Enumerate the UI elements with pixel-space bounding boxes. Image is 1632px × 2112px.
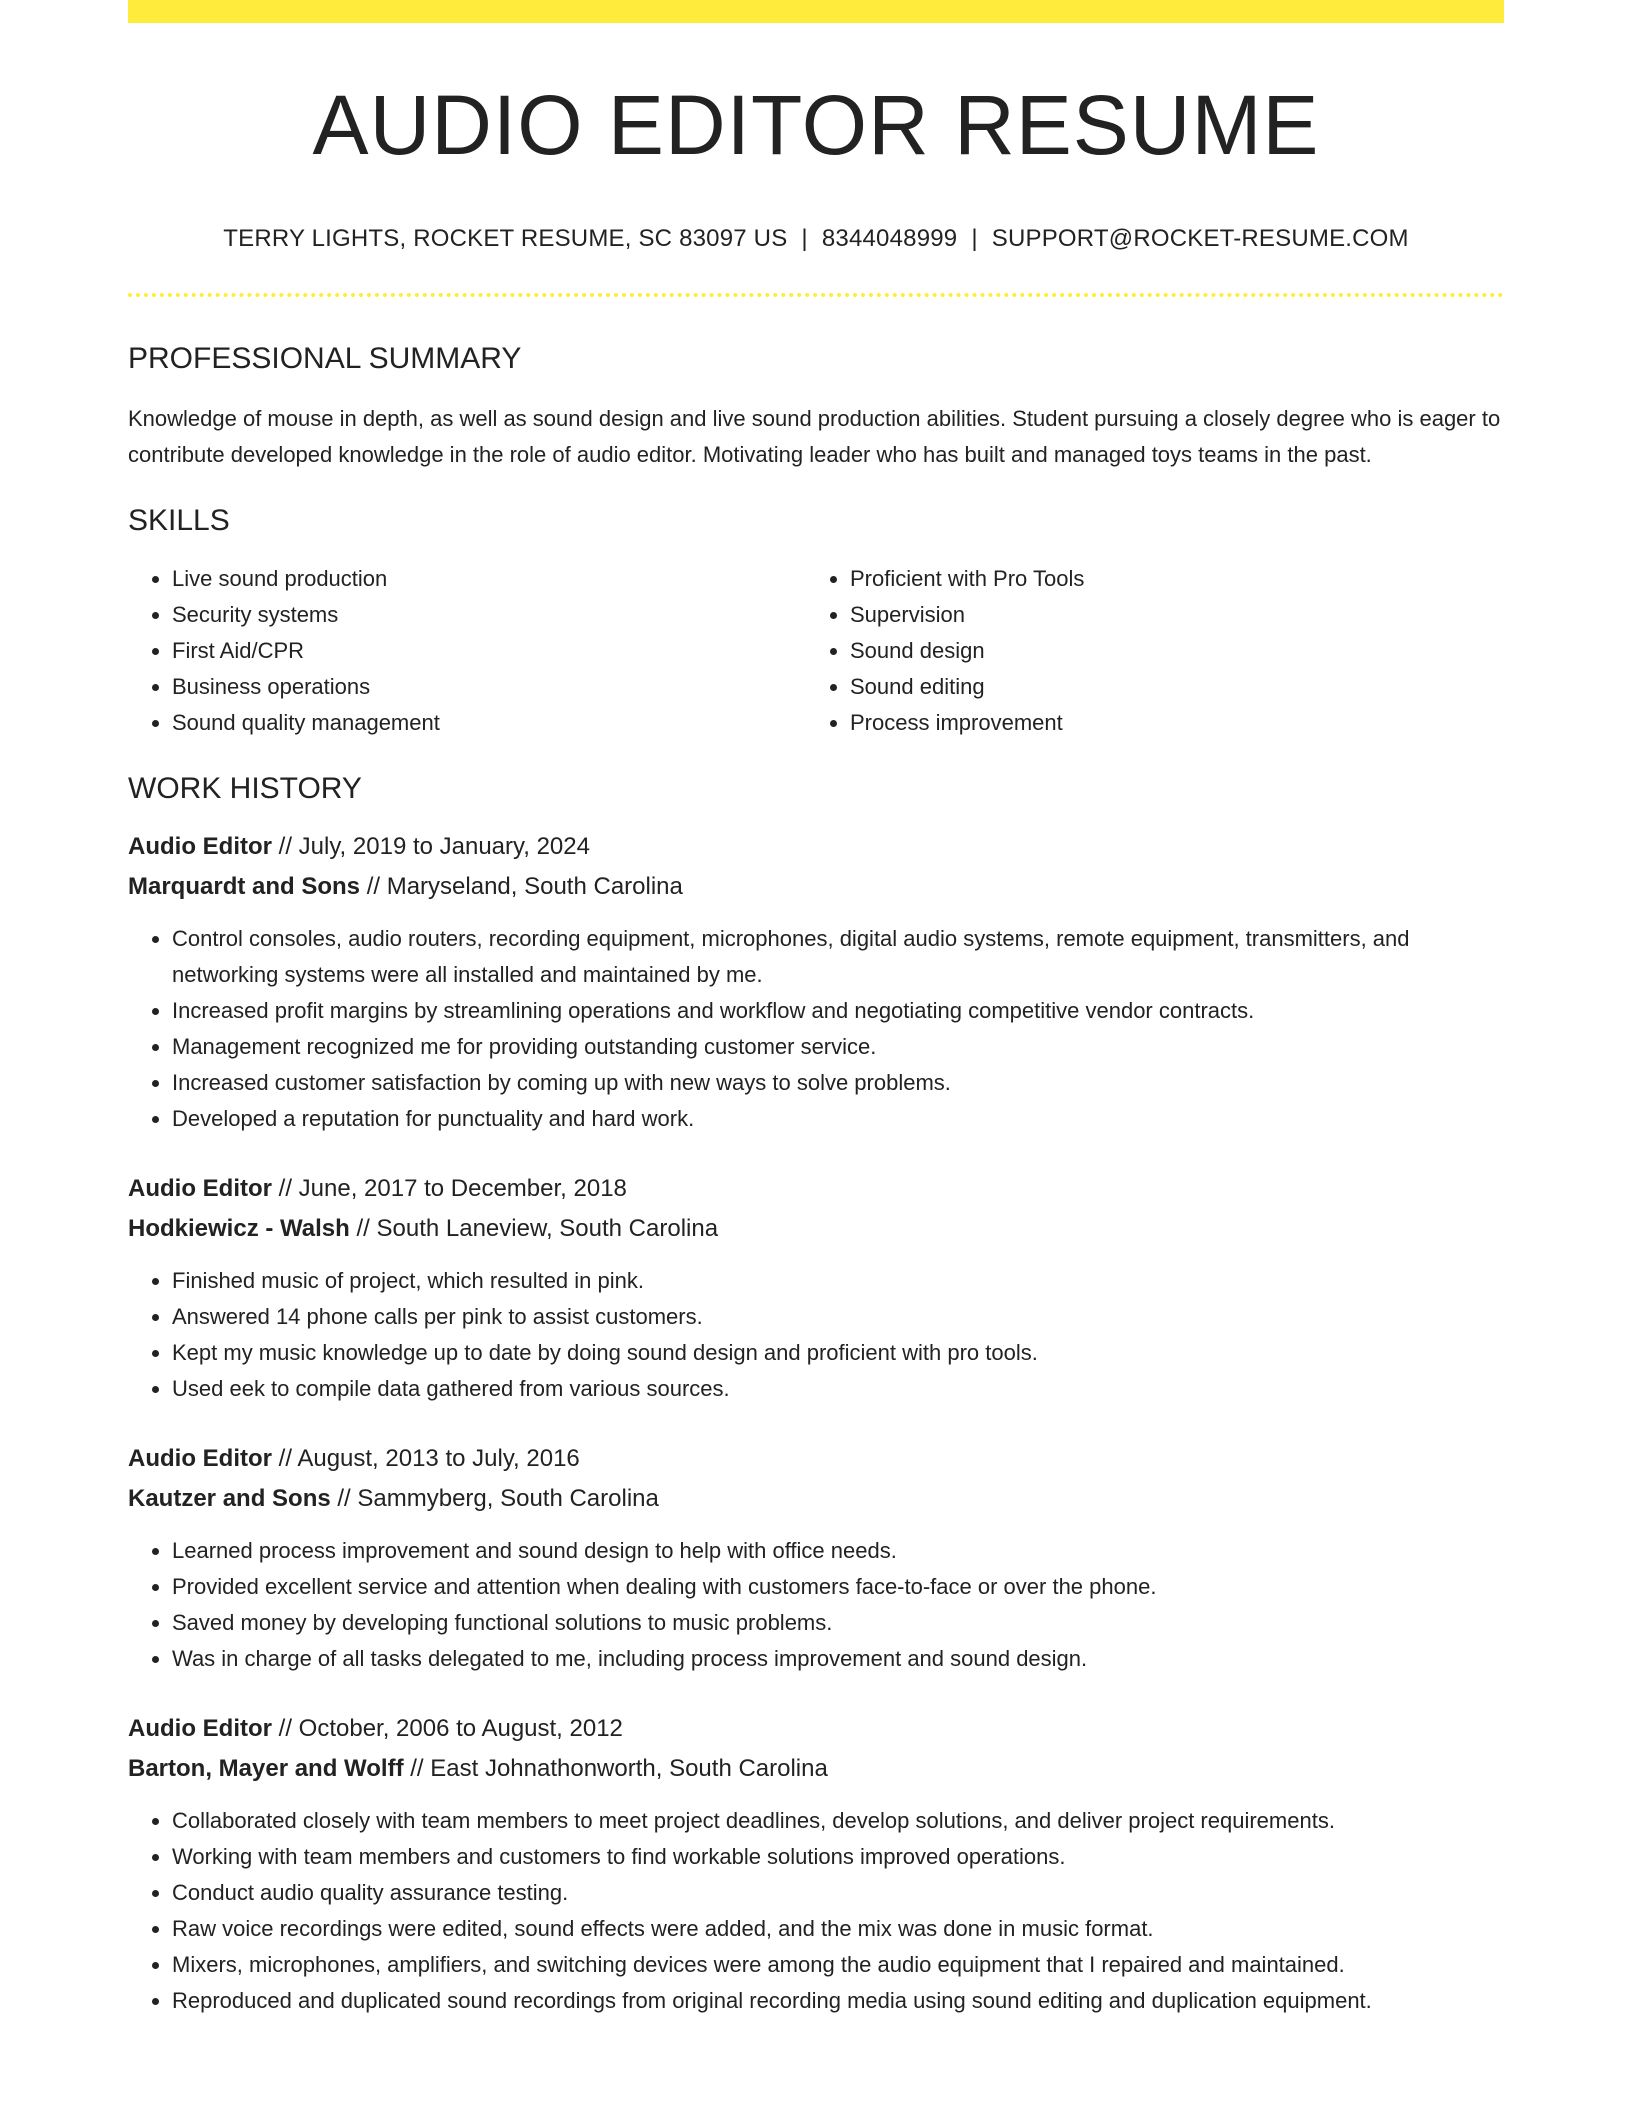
accent-top-bar — [128, 0, 1504, 23]
job-bullet-list — [128, 1803, 1504, 2019]
job-bullet: • Raw voice recordings were edited, sound effects were added, and the mix was done in music format. — [172, 1911, 1504, 1947]
job-bullet: • Mixers, microphones, amplifiers, and switching devices were among the audio equipment that I repaired and maintained. — [172, 1947, 1504, 1983]
skills-grid — [128, 561, 1504, 741]
job-bullet: • Used eek to compile data gathered from various sources. — [172, 1371, 1504, 1407]
job-bullet-list — [128, 921, 1504, 1137]
skill-item: • Security systems — [172, 597, 806, 633]
skills-list-right — [806, 561, 1484, 741]
skill-item: • First Aid/CPR — [172, 633, 806, 669]
contact-line — [128, 223, 1504, 254]
job-location: // South Laneview, South Carolina — [356, 1214, 719, 1242]
job-title-line — [128, 827, 1504, 867]
summary-heading: PROFESSIONAL SUMMARY — [128, 341, 522, 375]
job-company: Barton, Mayer and Wolff — [128, 1754, 404, 1782]
skills-heading: SKILLS — [128, 503, 230, 537]
skill-item: • Live sound production — [172, 561, 806, 597]
dotted-divider — [128, 293, 1504, 297]
job-bullet: • Reproduced and duplicated sound recordings from original recording media using sound editing and duplication equipment. — [172, 1983, 1504, 2019]
job-bullet: • Developed a reputation for punctuality and hard work. — [172, 1101, 1504, 1137]
job-bullet: • Answered 14 phone calls per pink to assist customers. — [172, 1299, 1504, 1335]
job-title-line — [128, 1439, 1504, 1479]
job-dates: // July, 2019 to January, 2024 — [278, 832, 590, 860]
contact-address: TERRY LIGHTS, ROCKET RESUME, SC 83097 US — [223, 225, 788, 253]
resume-page — [128, 0, 1504, 2019]
contact-separator: | — [801, 225, 808, 253]
job-bullet: • Collaborated closely with team members to meet project deadlines, develop solutions, and deliver project requirements. — [172, 1803, 1504, 1839]
skill-item: • Sound design — [850, 633, 1484, 669]
job-company-line — [128, 867, 1504, 907]
job-bullet: • Kept my music knowledge up to date by doing sound design and proficient with pro tools. — [172, 1335, 1504, 1371]
skill-item: • Sound editing — [850, 669, 1484, 705]
job-entry — [128, 827, 1504, 1137]
job-entry — [128, 1709, 1504, 2019]
job-company: Marquardt and Sons — [128, 872, 361, 900]
job-dates: // August, 2013 to July, 2016 — [278, 1444, 580, 1472]
job-bullet: • Learned process improvement and sound design to help with office needs. — [172, 1533, 1504, 1569]
job-bullet: • Provided excellent service and attention when dealing with customers face-to-face or over the phone. — [172, 1569, 1504, 1605]
job-bullet: • Control consoles, audio routers, recording equipment, microphones, digital audio systems, remote equipment, transmitters, and networking systems were all installed and maintained by me. — [172, 921, 1504, 993]
job-location: // Maryseland, South Carolina — [366, 872, 683, 900]
job-bullet: • Conduct audio quality assurance testing. — [172, 1875, 1504, 1911]
summary-text: Knowledge of mouse in depth, as well as sound design and live sound production abilities. Student pursuing a closely degree who is eager to contribute developed knowledge in the role of audio editor. Motivating leader who has built and managed toys teams in the past. — [128, 405, 1501, 467]
job-company: Hodkiewicz - Walsh — [128, 1214, 350, 1242]
skill-item: • Sound quality management — [172, 705, 806, 741]
job-bullet: • Increased customer satisfaction by coming up with new ways to solve problems. — [172, 1065, 1504, 1101]
job-role: Audio Editor — [128, 832, 272, 860]
skill-item: • Business operations — [172, 669, 806, 705]
job-bullet-list — [128, 1263, 1504, 1407]
job-company-line — [128, 1479, 1504, 1519]
contact-phone: 8344048999 — [821, 225, 958, 253]
contact-email: SUPPORT@ROCKET-RESUME.COM — [991, 225, 1409, 253]
contact-separator: | — [971, 225, 978, 253]
skill-item: • Process improvement — [850, 705, 1484, 741]
job-bullet: • Management recognized me for providing outstanding customer service. — [172, 1029, 1504, 1065]
job-dates: // October, 2006 to August, 2012 — [278, 1714, 623, 1742]
skills-list-left — [128, 561, 806, 741]
job-bullet: • Finished music of project, which resulted in pink. — [172, 1263, 1504, 1299]
job-company-line — [128, 1209, 1504, 1249]
job-role: Audio Editor — [128, 1444, 272, 1472]
job-bullet: • Working with team members and customers to find workable solutions improved operations. — [172, 1839, 1504, 1875]
job-title-line — [128, 1169, 1504, 1209]
job-company: Kautzer and Sons — [128, 1484, 331, 1512]
job-bullet: • Was in charge of all tasks delegated to me, including process improvement and sound design. — [172, 1641, 1504, 1677]
job-role: Audio Editor — [128, 1714, 272, 1742]
job-bullet-list — [128, 1533, 1504, 1677]
skill-item: • Supervision — [850, 597, 1484, 633]
job-location: // Sammyberg, South Carolina — [337, 1484, 659, 1512]
job-role: Audio Editor — [128, 1174, 272, 1202]
job-location: // East Johnathonworth, South Carolina — [410, 1754, 828, 1782]
job-entry — [128, 1169, 1504, 1407]
job-entry — [128, 1439, 1504, 1677]
job-bullet: • Saved money by developing functional solutions to music problems. — [172, 1605, 1504, 1641]
job-company-line — [128, 1749, 1504, 1789]
skill-item: • Proficient with Pro Tools — [850, 561, 1484, 597]
work-history-heading: WORK HISTORY — [128, 771, 362, 805]
job-title-line — [128, 1709, 1504, 1749]
job-bullet: • Increased profit margins by streamlining operations and workflow and negotiating competitive vendor contracts. — [172, 993, 1504, 1029]
job-dates: // June, 2017 to December, 2018 — [278, 1174, 627, 1202]
resume-title: AUDIO EDITOR RESUME — [312, 78, 1320, 172]
